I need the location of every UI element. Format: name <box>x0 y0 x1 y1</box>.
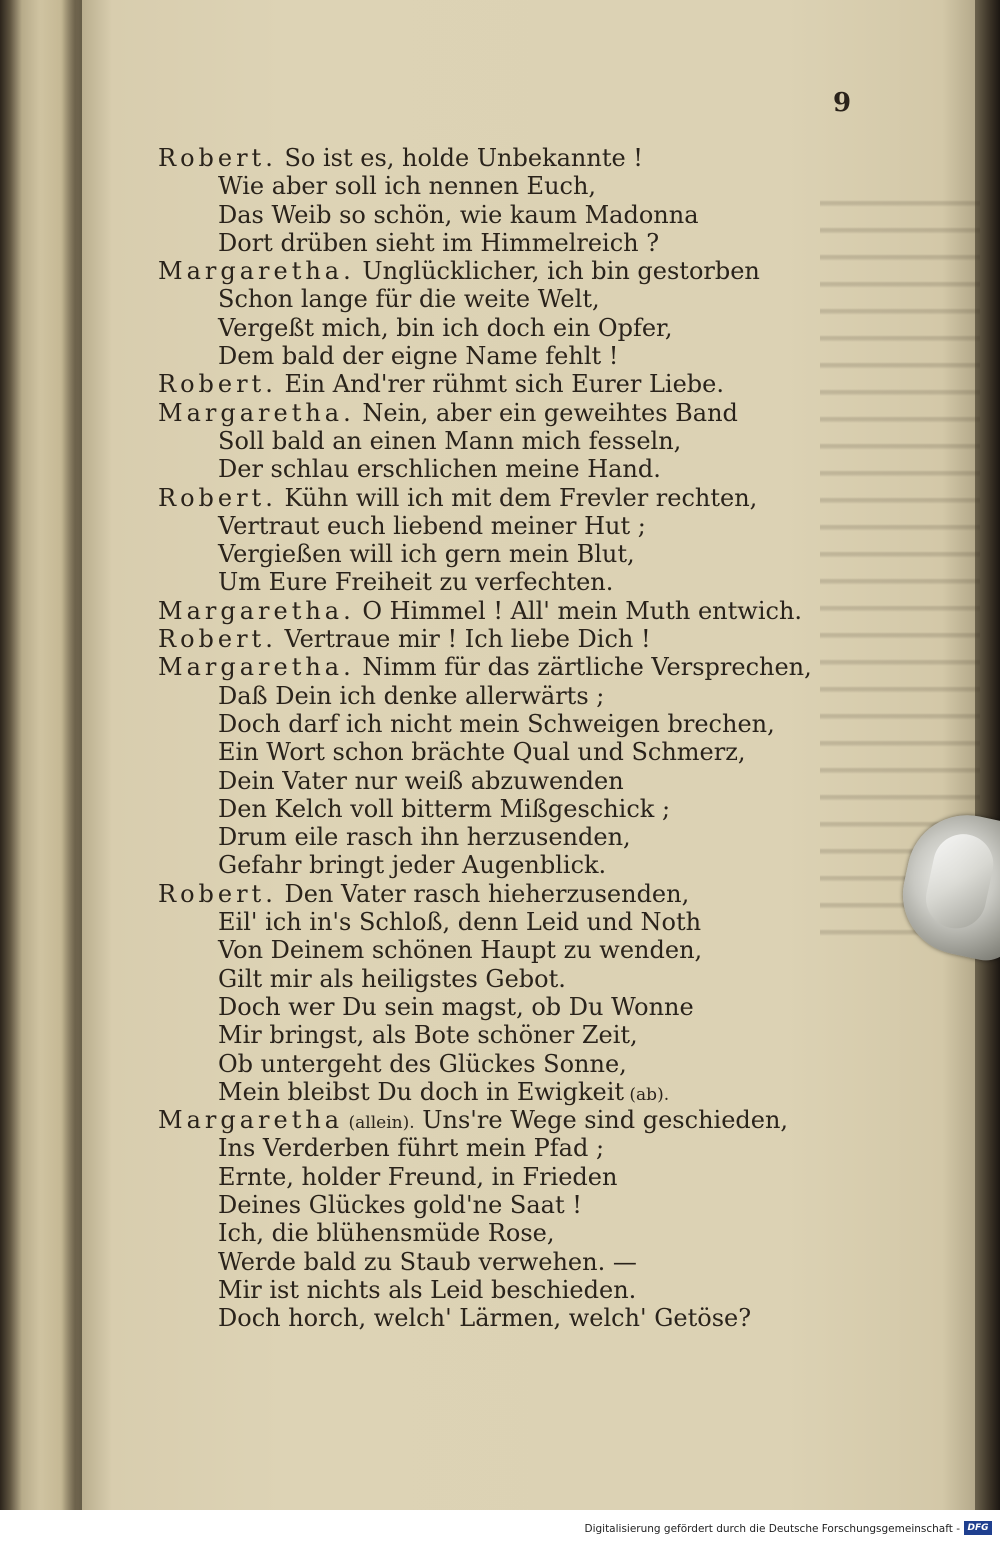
line-text: Von Deinem schönen Haupt zu wenden, <box>218 936 703 965</box>
verse-line <box>158 1021 858 1049</box>
line-text: Vertraue mir ! Ich liebe Dich ! <box>276 625 651 654</box>
verse-line <box>158 823 858 851</box>
verse-line <box>158 370 858 398</box>
verse-line <box>158 851 858 879</box>
verse-line <box>158 880 858 908</box>
verse-line <box>158 1191 858 1219</box>
line-text: Doch darf ich nicht mein Schweigen brechen, <box>218 709 775 738</box>
speaker-name: Robert. <box>158 144 277 172</box>
line-text: Das Weib so schön, wie kaum Madonna <box>218 200 699 229</box>
line-text: Nimm für das zärtliche Versprechen, <box>354 653 812 682</box>
line-text: Doch wer Du sein magst, ob Du Wonne <box>218 992 694 1021</box>
verse-line <box>158 993 858 1021</box>
speaker-name: Margaretha. <box>158 596 355 625</box>
line-text: Werde bald zu Staub verwehen. — <box>218 1247 637 1276</box>
speaker-name: Margaretha. <box>158 398 355 427</box>
verse-line <box>158 455 858 483</box>
footer-credit: Digitalisierung gefördert durch die Deutsche Forschungsgemeinschaft - <box>584 1523 960 1535</box>
line-text: Mein bleibst Du doch in Ewigkeit <box>218 1077 625 1106</box>
line-text: Um Eure Freiheit zu verfechten. <box>218 568 614 597</box>
line-text: Daß Dein ich denke allerwärts ; <box>218 681 605 710</box>
verse-line <box>158 1106 858 1134</box>
verse-line <box>158 172 858 200</box>
line-text: Ich, die blühensmüde Rose, <box>218 1219 555 1248</box>
line-text: So ist es, holde Unbekannte ! <box>276 144 643 172</box>
verse-line <box>158 1276 858 1304</box>
line-text: Vergießen will ich gern mein Blut, <box>218 540 635 569</box>
line-text: Vergeßt mich, bin ich doch ein Opfer, <box>218 313 673 342</box>
verse-line <box>158 399 858 427</box>
speaker-name: Robert. <box>158 879 277 908</box>
verse-line <box>158 710 858 738</box>
verse-line <box>158 1050 858 1078</box>
verse-line <box>158 568 858 596</box>
line-text: Nein, aber ein geweihtes Band <box>354 398 738 427</box>
verse-line <box>158 1248 858 1276</box>
line-text: Ins Verderben führt mein Pfad ; <box>218 1134 605 1163</box>
verse-line <box>158 229 858 257</box>
verse-line <box>158 512 858 540</box>
line-text: Kühn will ich mit dem Frevler rechten, <box>276 483 758 512</box>
verse-line <box>158 682 858 710</box>
verse-line <box>158 144 858 172</box>
verse-line <box>158 1304 858 1332</box>
line-text: Dein Vater nur weiß abzuwenden <box>218 766 624 795</box>
speaker-name: Margaretha. <box>158 257 355 286</box>
line-text: Gefahr bringt jeder Augenblick. <box>218 851 607 880</box>
verse-line <box>158 795 858 823</box>
verse-line <box>158 767 858 795</box>
verse-line <box>158 1134 858 1162</box>
line-text: Doch horch, welch' Lärmen, welch' Getöse? <box>218 1304 752 1333</box>
verse-line <box>158 484 858 512</box>
verse-line <box>158 1219 858 1247</box>
line-text: Ernte, holder Freund, in Frieden <box>218 1162 618 1191</box>
line-text: Mir bringst, als Bote schöner Zeit, <box>218 1021 638 1050</box>
spine-fold-shadow <box>62 0 84 1510</box>
verse-line <box>158 201 858 229</box>
line-text: Vertraut euch liebend meiner Hut ; <box>218 511 646 540</box>
dialogue-text <box>158 144 858 1332</box>
glass-highlight <box>920 829 998 934</box>
line-text: Ein Wort schon brächte Qual und Schmerz, <box>218 738 746 767</box>
page-number: 9 <box>832 88 852 118</box>
speaker-name: Robert. <box>158 625 277 654</box>
speaker-name: Margaretha <box>158 1106 344 1135</box>
verse-line <box>158 314 858 342</box>
stage-direction: (ab). <box>624 1084 670 1105</box>
speaker-name: Robert. <box>158 483 277 512</box>
line-text: O Himmel ! All' mein Muth entwich. <box>354 596 803 625</box>
verse-line <box>158 540 858 568</box>
line-text: Deines Glückes gold'ne Saat ! <box>218 1190 582 1219</box>
line-text: Unglücklicher, ich bin gestorben <box>354 257 760 286</box>
verse-line <box>158 738 858 766</box>
verse-line <box>158 965 858 993</box>
page-edge <box>975 0 1000 1510</box>
line-text: Uns're Wege sind geschieden, <box>414 1106 789 1135</box>
line-text: Gilt mir als heiligstes Gebot. <box>218 964 566 993</box>
dfg-logo: DFG <box>964 1521 992 1535</box>
line-text: Den Kelch voll bitterm Mißgeschick ; <box>218 794 671 823</box>
line-text: Ein And'rer rühmt sich Eurer Liebe. <box>276 370 724 399</box>
speaker-name: Margaretha. <box>158 653 355 682</box>
line-text: Ob untergeht des Glückes Sonne, <box>218 1049 627 1078</box>
verse-line <box>158 653 858 681</box>
line-text: Drum eile rasch ihn herzusenden, <box>218 823 631 852</box>
verse-line <box>158 285 858 313</box>
digitization-footer <box>0 1510 1000 1543</box>
line-text: Wie aber soll ich nennen Euch, <box>218 172 597 201</box>
verse-line <box>158 936 858 964</box>
line-text: Soll bald an einen Mann mich fesseln, <box>218 426 682 455</box>
line-text: Mir ist nichts als Leid beschieden. <box>218 1275 637 1304</box>
verse-line <box>158 908 858 936</box>
line-text: Den Vater rasch hieherzusenden, <box>276 879 690 908</box>
verse-line <box>158 342 858 370</box>
line-text: Dem bald der eigne Name fehlt ! <box>218 342 619 371</box>
verse-line <box>158 1078 858 1106</box>
verse-line <box>158 257 858 285</box>
speaker-name: Robert. <box>158 370 277 399</box>
verse-line <box>158 625 858 653</box>
line-text: Der schlau erschlichen meine Hand. <box>218 455 661 484</box>
line-text: Eil' ich in's Schloß, denn Leid und Noth <box>218 908 702 937</box>
verse-line <box>158 1163 858 1191</box>
stage-direction: (allein). <box>343 1113 415 1134</box>
line-text: Schon lange für die weite Welt, <box>218 285 600 314</box>
line-text: Dort drüben sieht im Himmelreich ? <box>218 228 660 257</box>
verse-line <box>158 597 858 625</box>
verse-line <box>158 427 858 455</box>
